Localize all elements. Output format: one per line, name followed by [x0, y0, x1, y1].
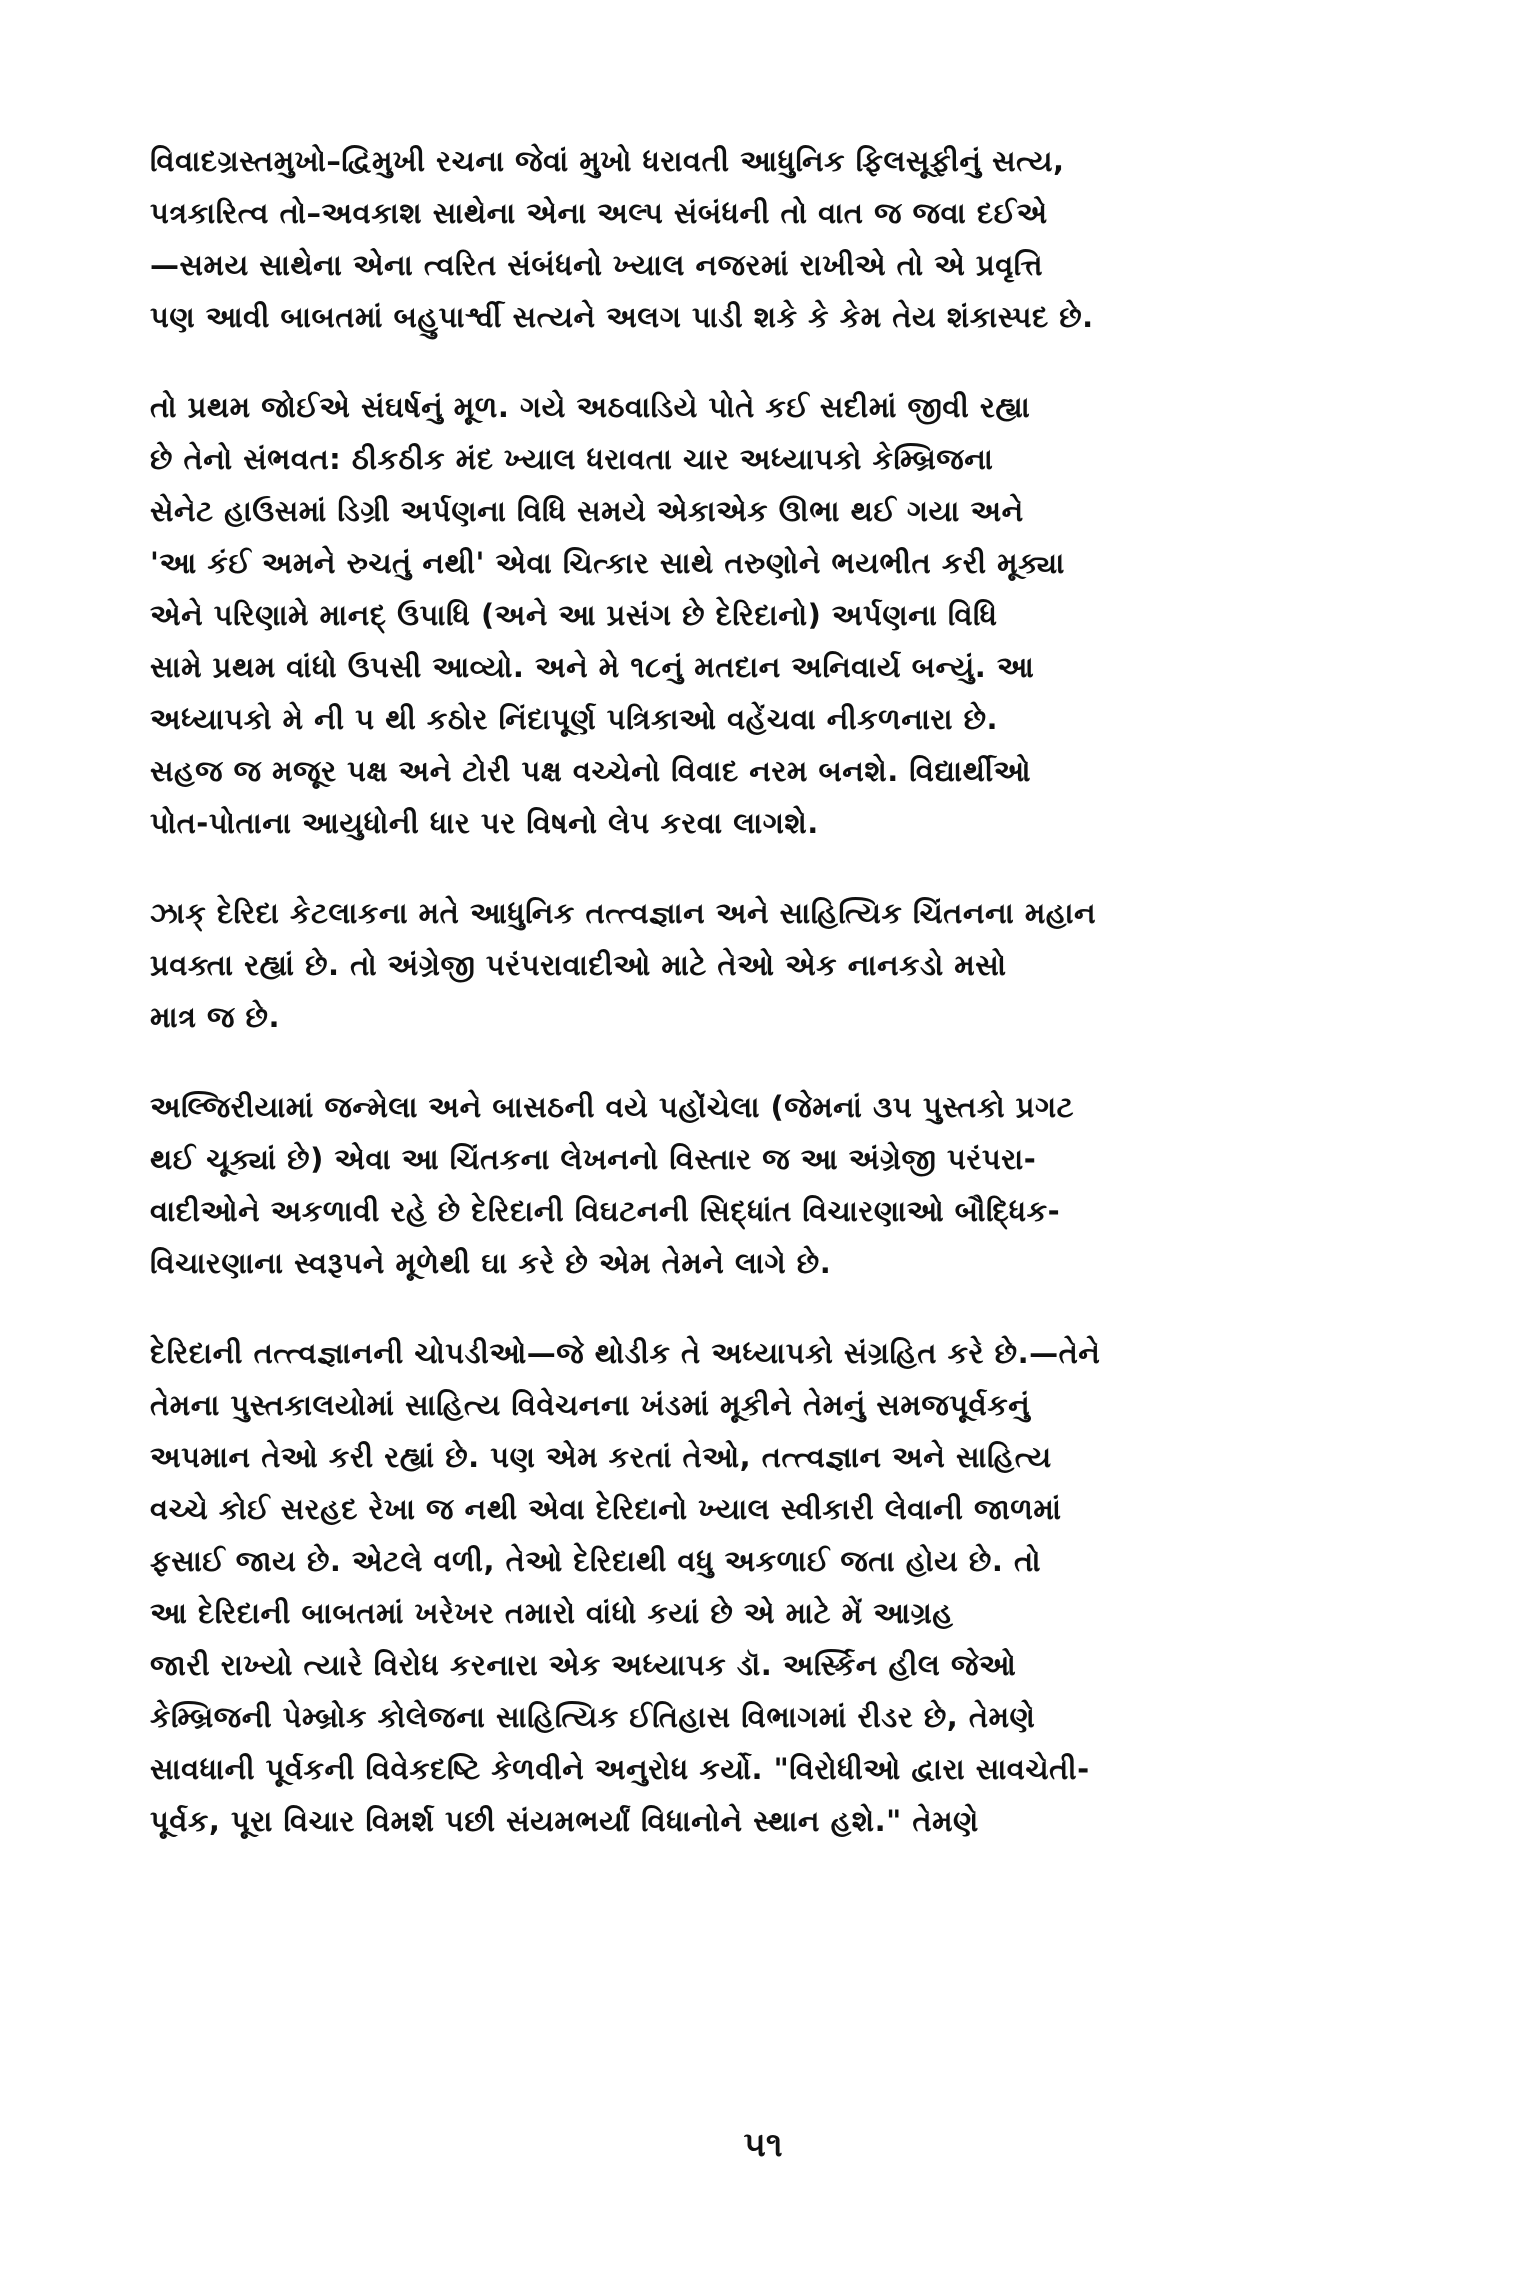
page-number: ૫૧ — [743, 2125, 783, 2165]
text-line: એને પરિણામે માનદ્ ઉપાધિ (અને આ પ્રસંગ છે દેરિદાનો) અર્પણના વિધિ — [150, 598, 998, 632]
text-line: ફસાઈ જાય છે. એટલે વળી, તેઓ દેરિદાથી વધુ અકળાઈ જતા હોય છે. તો — [150, 1544, 1041, 1578]
body-text — [150, 135, 1330, 1885]
paragraph — [150, 1081, 1330, 1289]
text-line: ઝાક્ દેરિદા કેટલાકના મતે આધુનિક તત્ત્વજ્ઞાન અને સાહિત્યિક ચિંતનના મહાન — [150, 896, 1097, 930]
text-line: પણ આવી બાબતમાં બહુપાર્શ્વી સત્યને અલગ પાડી શકે કે કેમ તેય શંકાસ્પદ છે. — [150, 300, 1094, 334]
text-line: પોત-પોતાના આયુધોની ધાર પર વિષનો લેપ કરવા લાગશે. — [150, 806, 819, 840]
text-line: પ્રવક્તા રહ્યાં છે. તો અંગ્રેજી પરંપરાવાદીઓ માટે તેઓ એક નાનકડો મસો — [150, 948, 1007, 982]
text-line: વિવાદગ્રસ્તમુખો–દ્વિમુખી રચના જેવાં મુખો ધરાવતી આધુનિક ફિલસૂફીનું સત્ય, — [150, 144, 1065, 178]
text-line: સામે પ્રથમ વાંધો ઉપસી આવ્યો. અને મે ૧૮નું મતદાન અનિવાર્ય બન્યું. આ — [150, 650, 1035, 684]
text-line: પત્રકારિત્વ તો–અવકાશ સાથેના એના અલ્પ સંબંધની તો વાત જ જવા દઈએ — [150, 196, 1048, 230]
text-line: તો પ્રથમ જોઈએ સંઘર્ષનું મૂળ. ગયે અઠવાડિયે પોતે કઈ સદીમાં જીવી રહ્યા — [150, 390, 1031, 424]
text-line: થઈ ચૂક્યાં છે) એવા આ ચિંતકના લેખનનો વિસ્તાર જ આ અંગ્રેજી પરંપરા- — [150, 1142, 1037, 1176]
text-line: છે તેનો સંભવત: ઠીકઠીક મંદ ખ્યાલ ધરાવતા ચાર અધ્યાપકો કેમ્બ્રિજના — [150, 442, 994, 476]
text-line: આ દેરિદાની બાબતમાં ખરેખર તમારો વાંધો કયાં છે એ માટે મેં આગ્રહ — [150, 1596, 954, 1630]
text-line: તેમના પુસ્તકાલયોમાં સાહિત્ય વિવેચનના ખંડમાં મૂકીને તેમનું સમજપૂર્વકનું — [150, 1388, 1031, 1422]
text-line: અલ્જિરીયામાં જન્મેલા અને બાસઠની વયે પહોંચેલા (જેમનાં ૩૫ પુસ્તકો પ્રગટ — [150, 1090, 1075, 1124]
text-line: વાદીઓને અકળાવી રહે છે દેરિદાની વિઘટનની સિદ્ધાંત વિચારણાઓ બૌદ્ધિક- — [150, 1194, 1061, 1228]
text-line: પૂર્વક, પૂરા વિચાર વિમર્શ પછી સંયમભર્યાં વિધાનોને સ્થાન હશે." તેમણે — [150, 1804, 979, 1838]
paragraph — [150, 135, 1330, 343]
text-line: અધ્યાપકો મે ની ૫ થી કઠોર નિંદાપૂર્ણ પત્રિકાઓ વહેંચવા નીકળનારા છે. — [150, 702, 999, 736]
text-line: વિચારણાના સ્વરૂપને મૂળેથી ઘા કરે છે એમ તેમને લાગે છે. — [150, 1246, 832, 1280]
paragraph — [150, 1327, 1330, 1847]
text-line: સેનેટ હાઉસમાં ડિગ્રી અર્પણના વિધિ સમયે એકાએક ઊભા થઈ ગયા અને — [150, 494, 1024, 528]
text-line: 'આ કંઈ અમને રુચતું નથી' એવા ચિત્કાર સાથે તરુણોને ભયભીત કરી મૂક્યા — [150, 546, 1065, 580]
text-line: અપમાન તેઓ કરી રહ્યાં છે. પણ એમ કરતાં તેઓ, તત્ત્વજ્ઞાન અને સાહિત્ય — [150, 1440, 1052, 1474]
text-line: માત્ર જ છે. — [150, 1000, 280, 1034]
text-line: કેમ્બ્રિજની પેમ્બ્રોક કોલેજના સાહિત્યિક ઈતિહાસ વિભાગમાં રીડર છે, તેમણે — [150, 1700, 1036, 1734]
text-line: —સમય સાથેના એના ત્વરિત સંબંધનો ખ્યાલ નજરમાં રાખીએ તો એ પ્રવૃત્તિ — [150, 248, 1044, 282]
text-line: સાવધાની પૂર્વકની વિવેકદષ્ટિ કેળવીને અનુરોધ કર્યો. "વિરોધીઓ દ્વારા સાવચેતી- — [150, 1752, 1090, 1786]
text-line: દેરિદાની તત્ત્વજ્ઞાનની ચોપડીઓ—જે થોડીક તે અધ્યાપકો સંગ્રહિત કરે છે.—તેને — [150, 1336, 1101, 1370]
text-line: સહજ જ મજૂર પક્ષ અને ટોરી પક્ષ વચ્ચેનો વિવાદ નરમ બનશે. વિદ્યાર્થીઓ — [150, 754, 1032, 788]
text-line: વચ્ચે કોઈ સરહદ રેખા જ નથી એવા દેરિદાનો ખ્યાલ સ્વીકારી લેવાની જાળમાં — [150, 1492, 1062, 1526]
paragraph — [150, 381, 1330, 849]
paragraph — [150, 887, 1330, 1043]
text-line: જારી રાખ્યો ત્યારે વિરોધ કરનારા એક અધ્યાપક ડૉ. અર્સ્કિન હીલ જેઓ — [150, 1648, 1017, 1682]
